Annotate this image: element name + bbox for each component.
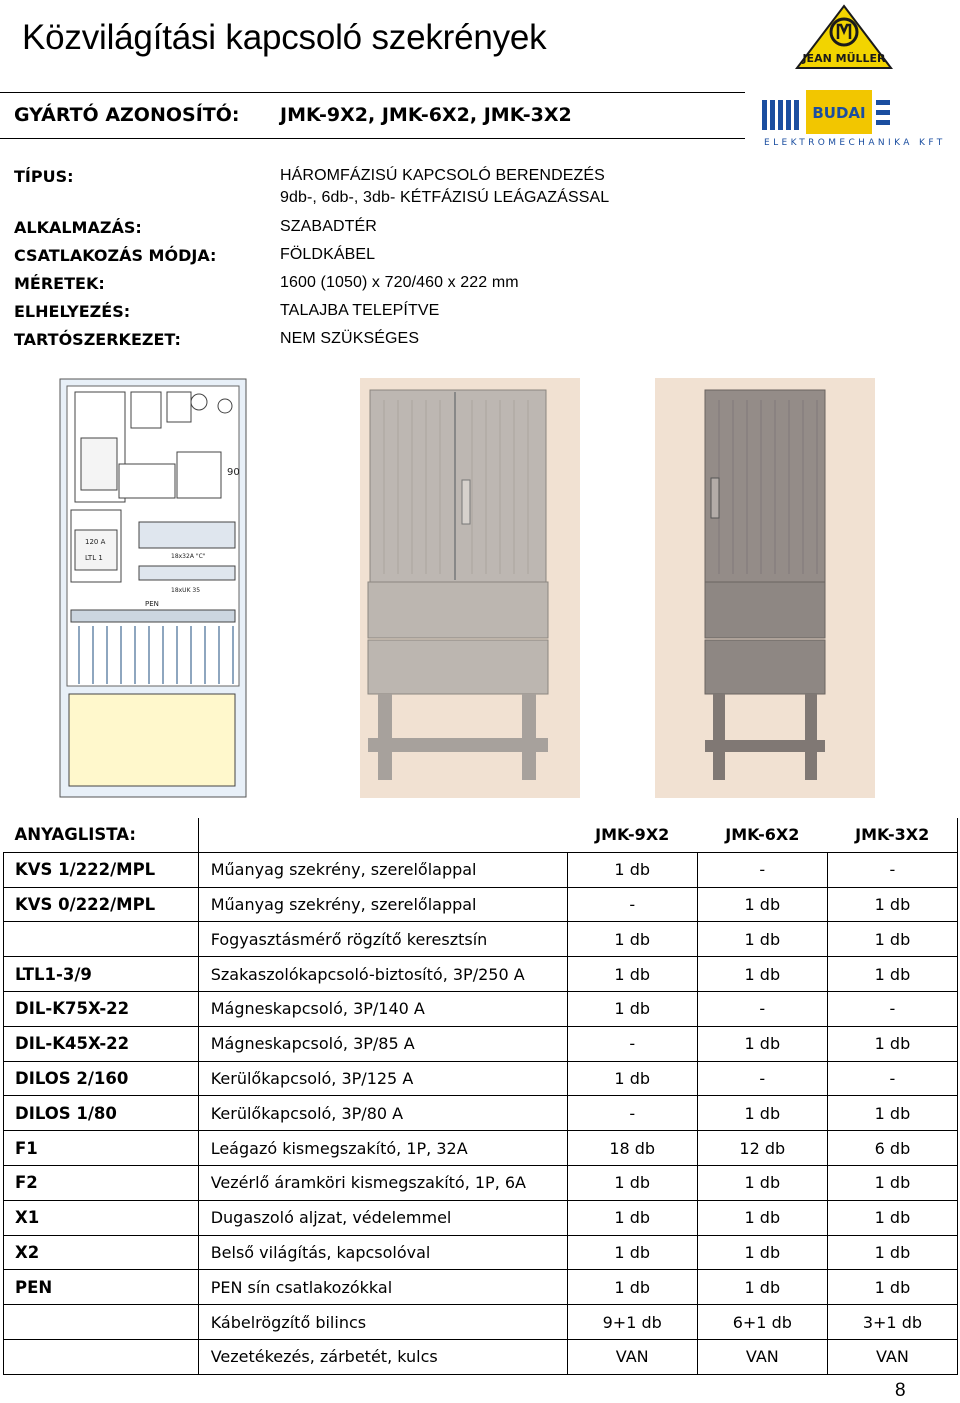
row-desc: Műanyag szekrény, szerelőlappal — [198, 887, 567, 922]
row-desc: Vezetékezés, zárbetét, kulcs — [198, 1339, 567, 1374]
spec-value-support: NEM SZÜKSÉGES — [280, 330, 420, 347]
table-row — [4, 957, 958, 992]
table-row — [4, 1235, 958, 1270]
drawing-label-amp: 120 A — [85, 538, 106, 546]
row-code: KVS 0/222/MPL — [4, 887, 199, 922]
table-row — [4, 1026, 958, 1061]
row-qty-9x2: 1 db — [567, 1165, 697, 1200]
row-qty-9x2: 1 db — [567, 1200, 697, 1235]
col-header-jmk-9x2: JMK-9X2 — [595, 825, 670, 845]
row-qty-3x2: VAN — [827, 1339, 957, 1374]
row-code: X1 — [4, 1200, 199, 1235]
row-qty-6x2: 1 db — [697, 1200, 827, 1235]
row-code: DIL-K75X-22 — [4, 991, 199, 1026]
row-desc: Mágneskapcsoló, 3P/140 A — [198, 991, 567, 1026]
row-qty-3x2: 1 db — [827, 1235, 957, 1270]
row-code: KVS 1/222/MPL — [4, 852, 199, 887]
table-row — [4, 1131, 958, 1166]
row-qty-3x2: 1 db — [827, 1270, 957, 1305]
row-qty-3x2: - — [827, 1061, 957, 1096]
row-qty-3x2: 1 db — [827, 1200, 957, 1235]
spec-value-dimensions: 1600 (1050) x 720/460 x 222 mm — [280, 274, 519, 291]
row-code: DILOS 1/80 — [4, 1096, 199, 1131]
row-desc: Szakaszolókapcsoló-biztosító, 3P/250 A — [198, 957, 567, 992]
row-qty-9x2: - — [567, 1026, 697, 1061]
manufacturer-label: GYÁRTÓ AZONOSÍTÓ: — [14, 104, 240, 126]
jean-muller-logo-text: JEAN MÜLLER — [802, 52, 886, 65]
row-code: DILOS 2/160 — [4, 1061, 199, 1096]
row-qty-9x2: 1 db — [567, 852, 697, 887]
wiring-layout-drawing — [59, 378, 247, 798]
row-code: F2 — [4, 1165, 199, 1200]
jean-muller-logo — [793, 4, 895, 70]
row-code: X2 — [4, 1235, 199, 1270]
row-qty-3x2: - — [827, 991, 957, 1026]
table-row — [4, 991, 958, 1026]
cabinet-photo-one-door — [655, 378, 875, 798]
table-row — [4, 1165, 958, 1200]
row-qty-6x2: 1 db — [697, 887, 827, 922]
row-code: PEN — [4, 1270, 199, 1305]
materials-header-blank — [198, 818, 567, 852]
row-desc: Kerülőkapcsoló, 3P/80 A — [198, 1096, 567, 1131]
drawing-label-90: 90 — [227, 467, 240, 478]
drawing-label-uk: 18xUK 35 — [171, 587, 201, 594]
row-qty-6x2: 6+1 db — [697, 1305, 827, 1340]
spec-value-type-2: 9db-, 6db-, 3db- KÉTFÁZISÚ LEÁGAZÁSSAL — [280, 189, 610, 206]
row-qty-6x2: 1 db — [697, 1235, 827, 1270]
table-row — [4, 852, 958, 887]
cabinet-photo-two-door — [360, 378, 580, 798]
row-desc: Műanyag szekrény, szerelőlappal — [198, 852, 567, 887]
row-qty-6x2: VAN — [697, 1339, 827, 1374]
row-qty-3x2: 6 db — [827, 1131, 957, 1166]
page-number: 8 — [895, 1380, 906, 1401]
spec-label-support: TARTÓSZERKEZET: — [14, 330, 181, 349]
row-code: F1 — [4, 1131, 199, 1166]
table-row — [4, 1339, 958, 1374]
row-qty-9x2: 9+1 db — [567, 1305, 697, 1340]
row-qty-6x2: 1 db — [697, 1026, 827, 1061]
row-qty-3x2: 1 db — [827, 887, 957, 922]
row-desc: Dugaszoló aljzat, védelemmel — [198, 1200, 567, 1235]
row-desc: Vezérlő áramköri kismegszakító, 1P, 6A — [198, 1165, 567, 1200]
row-qty-6x2: - — [697, 852, 827, 887]
table-row — [4, 922, 958, 957]
drawing-label-rail: 18x32A "C" — [171, 553, 206, 560]
row-qty-6x2: - — [697, 1061, 827, 1096]
row-qty-9x2: 1 db — [567, 922, 697, 957]
row-code: LTL1-3/9 — [4, 957, 199, 992]
row-qty-3x2: 1 db — [827, 1096, 957, 1131]
row-qty-9x2: - — [567, 1096, 697, 1131]
table-row — [4, 1200, 958, 1235]
row-code — [4, 922, 199, 957]
row-qty-3x2: 1 db — [827, 957, 957, 992]
col-header-jmk-6x2: JMK-6X2 — [725, 825, 800, 845]
materials-label: ANYAGLISTA: — [4, 818, 199, 852]
row-desc: Kerülőkapcsoló, 3P/125 A — [198, 1061, 567, 1096]
row-qty-9x2: 1 db — [567, 1235, 697, 1270]
row-qty-3x2: 1 db — [827, 922, 957, 957]
spec-value-placement: TALAJBA TELEPÍTVE — [280, 302, 440, 319]
spec-value-application: SZABADTÉR — [280, 218, 377, 235]
row-qty-9x2: VAN — [567, 1339, 697, 1374]
spec-label-dimensions: MÉRETEK: — [14, 274, 105, 293]
budai-logo-text: BUDAI — [812, 104, 866, 122]
spec-value-connection: FÖLDKÁBEL — [280, 246, 376, 263]
budai-logo — [762, 90, 952, 148]
row-qty-6x2: 12 db — [697, 1131, 827, 1166]
row-qty-3x2: 1 db — [827, 1026, 957, 1061]
materials-header-row — [4, 818, 958, 852]
row-qty-6x2: 1 db — [697, 1165, 827, 1200]
row-qty-6x2: 1 db — [697, 1096, 827, 1131]
table-row — [4, 1305, 958, 1340]
row-qty-9x2: 18 db — [567, 1131, 697, 1166]
header-rule-top — [0, 92, 745, 93]
table-row — [4, 1270, 958, 1305]
manufacturer-value: JMK-9X2, JMK-6X2, JMK-3X2 — [280, 104, 572, 126]
row-qty-6x2: 1 db — [697, 957, 827, 992]
spec-label-application: ALKALMAZÁS: — [14, 218, 142, 237]
spec-value-type-1: HÁROMFÁZISÚ KAPCSOLÓ BERENDEZÉS — [280, 167, 605, 184]
materials-table — [3, 818, 958, 1375]
row-qty-6x2: 1 db — [697, 1270, 827, 1305]
row-qty-9x2: 1 db — [567, 1061, 697, 1096]
drawing-label-pen: PEN — [145, 600, 159, 608]
drawing-label-ltl: LTL 1 — [85, 554, 103, 562]
spec-label-placement: ELHELYEZÉS: — [14, 302, 131, 321]
row-qty-9x2: 1 db — [567, 1270, 697, 1305]
row-qty-9x2: - — [567, 887, 697, 922]
row-code: DIL-K45X-22 — [4, 1026, 199, 1061]
row-qty-3x2: 1 db — [827, 1165, 957, 1200]
row-qty-6x2: - — [697, 991, 827, 1026]
row-desc: Leágazó kismegszakító, 1P, 32A — [198, 1131, 567, 1166]
page-title: Közvilágítási kapcsoló szekrények — [22, 18, 547, 57]
row-qty-3x2: 3+1 db — [827, 1305, 957, 1340]
manufacturer-line — [14, 104, 572, 126]
row-code — [4, 1305, 199, 1340]
row-code — [4, 1339, 199, 1374]
col-header-jmk-3x2: JMK-3X2 — [827, 818, 957, 852]
table-row — [4, 887, 958, 922]
row-desc: Mágneskapcsoló, 3P/85 A — [198, 1026, 567, 1061]
spec-label-connection: CSATLAKOZÁS MÓDJA: — [14, 246, 217, 265]
row-qty-6x2: 1 db — [697, 922, 827, 957]
row-desc: PEN sín csatlakozókkal — [198, 1270, 567, 1305]
row-desc: Kábelrögzítő bilincs — [198, 1305, 567, 1340]
table-row — [4, 1096, 958, 1131]
row-qty-9x2: 1 db — [567, 991, 697, 1026]
budai-subtitle: ELEKTROMECHANIKA KFT — [764, 138, 946, 148]
row-qty-9x2: 1 db — [567, 957, 697, 992]
row-qty-3x2: - — [827, 852, 957, 887]
row-desc: Belső világítás, kapcsolóval — [198, 1235, 567, 1270]
spec-label-type: TÍPUS: — [14, 167, 74, 186]
row-desc: Fogyasztásmérő rögzítő keresztsín — [198, 922, 567, 957]
header-rule-bottom — [0, 138, 745, 139]
table-row — [4, 1061, 958, 1096]
